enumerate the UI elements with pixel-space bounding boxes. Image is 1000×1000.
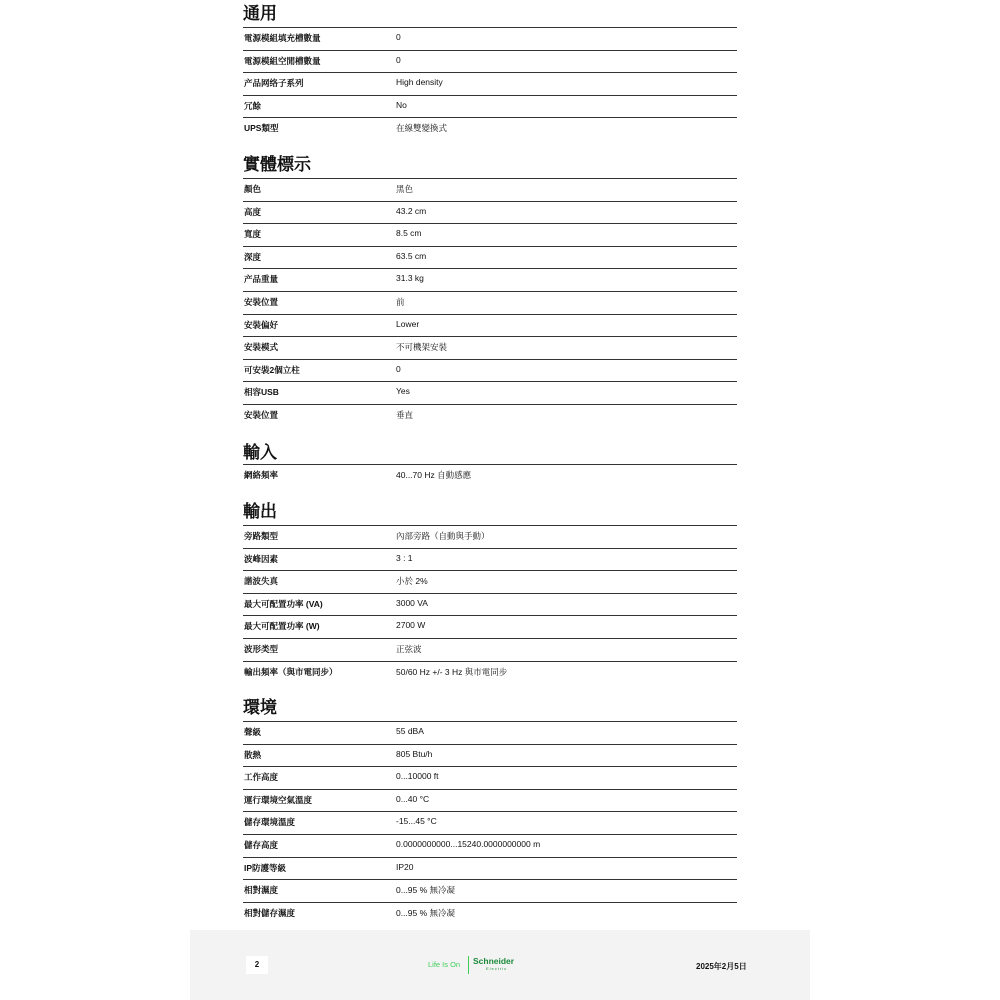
row-divider xyxy=(243,404,737,405)
row-divider xyxy=(243,201,737,202)
spec-row xyxy=(243,72,737,94)
spec-row xyxy=(243,464,737,486)
section-title: 通用 xyxy=(243,4,277,23)
spec-value: High density xyxy=(396,77,443,88)
brand-logo-subtitle: Electric xyxy=(486,966,508,971)
spec-label: 諧波失真 xyxy=(244,576,279,587)
row-divider xyxy=(243,661,737,662)
spec-label: 安裝位置 xyxy=(244,410,279,420)
spec-value: 8.5 cm xyxy=(396,228,422,239)
row-divider xyxy=(243,570,737,571)
row-divider xyxy=(243,359,737,360)
spec-label: 最大可配置功率 (W) xyxy=(244,621,320,632)
spec-row xyxy=(243,336,737,358)
spec-row xyxy=(243,95,737,117)
spec-label: UPS類型 xyxy=(244,123,279,134)
spec-row xyxy=(243,178,737,200)
spec-value: 垂直 xyxy=(396,410,414,420)
spec-row xyxy=(243,570,737,592)
row-divider xyxy=(243,615,737,616)
spec-label: 安裝位置 xyxy=(244,297,279,307)
spec-row xyxy=(243,268,737,290)
row-divider xyxy=(243,834,737,835)
spec-value: 正弦波 xyxy=(396,644,422,654)
spec-value: 內部旁路（自動與手動） xyxy=(396,531,490,541)
spec-value: Lower xyxy=(396,318,420,329)
spec-label: 寬度 xyxy=(244,229,262,240)
spec-row xyxy=(243,879,737,901)
spec-row xyxy=(243,744,737,766)
spec-value: 43.2 cm xyxy=(396,205,427,216)
logo-divider xyxy=(468,956,469,974)
spec-value: Yes xyxy=(396,386,410,397)
row-divider xyxy=(243,27,737,28)
spec-value: 0...95 % 無冷凝 xyxy=(396,885,456,896)
spec-value: 3 : 1 xyxy=(396,552,413,563)
spec-label: 产品重量 xyxy=(244,274,279,285)
spec-label: 波形类型 xyxy=(244,644,279,654)
spec-value: 0 xyxy=(396,32,401,42)
spec-value: 0.0000000000...15240.0000000000 m xyxy=(396,839,541,849)
row-divider xyxy=(243,117,737,118)
spec-label: 高度 xyxy=(244,206,262,217)
row-divider xyxy=(243,95,737,96)
spec-label: 散熱 xyxy=(244,749,262,760)
spec-row xyxy=(243,525,737,547)
row-divider xyxy=(243,857,737,858)
spec-row xyxy=(243,223,737,245)
spec-label: 冗餘 xyxy=(244,100,262,111)
document-date: 2025年2月5日 xyxy=(696,962,747,971)
spec-label: 運行環境空氣溫度 xyxy=(244,794,313,805)
spec-value: 55 dBA xyxy=(396,726,424,736)
spec-row xyxy=(243,721,737,743)
brand-logo: Schneider xyxy=(473,956,515,966)
row-divider xyxy=(243,50,737,51)
spec-value: No xyxy=(396,99,407,110)
spec-label: 網絡頻率 xyxy=(244,470,279,480)
spec-label: 電源模組填充槽數量 xyxy=(244,33,321,43)
spec-label: 儲存環境溫度 xyxy=(244,817,296,828)
spec-value: 黑色 xyxy=(396,184,414,194)
spec-value: 0...10000 ft xyxy=(396,771,439,782)
spec-row xyxy=(243,246,737,268)
spec-label: 最大可配置功率 (VA) xyxy=(244,598,323,609)
spec-label: 工作高度 xyxy=(244,772,279,783)
spec-row xyxy=(243,27,737,49)
spec-label: 可安裝2個立柱 xyxy=(244,364,300,375)
spec-row xyxy=(243,811,737,833)
spec-label: 相容USB xyxy=(244,387,279,398)
spec-value: 在線雙變換式 xyxy=(396,123,448,134)
spec-value: 0...40 °C xyxy=(396,793,430,804)
row-divider xyxy=(243,314,737,315)
row-divider xyxy=(243,744,737,745)
spec-label: 旁路類型 xyxy=(244,531,279,541)
section-title: 環境 xyxy=(243,698,277,717)
spec-row xyxy=(243,359,737,381)
spec-row xyxy=(243,766,737,788)
spec-row xyxy=(243,615,737,637)
spec-value: 0...95 % 無冷凝 xyxy=(396,907,456,918)
spec-row xyxy=(243,201,737,223)
spec-value: 31.3 kg xyxy=(396,273,424,284)
row-divider xyxy=(243,902,737,903)
row-divider xyxy=(243,766,737,767)
row-divider xyxy=(243,464,737,465)
row-divider xyxy=(243,811,737,812)
row-divider xyxy=(243,593,737,594)
spec-label: 顏色 xyxy=(244,184,262,194)
row-divider xyxy=(243,268,737,269)
spec-row xyxy=(243,548,737,570)
page-number: 2 xyxy=(246,956,268,974)
row-divider xyxy=(243,381,737,382)
spec-value: 50/60 Hz +/- 3 Hz 與市電同步 xyxy=(396,666,508,677)
spec-label: 輸出頻率（與市電同步） xyxy=(244,666,338,677)
spec-label: 安裝模式 xyxy=(244,342,279,353)
spec-value: 40...70 Hz 自動感應 xyxy=(396,470,472,480)
spec-row xyxy=(243,404,737,426)
tagline: Life Is On xyxy=(428,960,461,969)
row-divider xyxy=(243,246,737,247)
section-title: 輸入 xyxy=(243,443,277,462)
row-divider xyxy=(243,789,737,790)
spec-label: 聲級 xyxy=(244,727,262,737)
row-divider xyxy=(243,638,737,639)
spec-label: 安裝偏好 xyxy=(244,319,279,330)
spec-row xyxy=(243,117,737,139)
row-divider xyxy=(243,223,737,224)
spec-value: 2700 W xyxy=(396,620,426,631)
spec-row xyxy=(243,593,737,615)
spec-value: IP20 xyxy=(396,861,414,872)
spec-label: 深度 xyxy=(244,251,262,262)
page-footer xyxy=(190,930,810,1000)
spec-row xyxy=(243,291,737,313)
spec-value: 前 xyxy=(396,297,405,307)
spec-row xyxy=(243,902,737,924)
spec-label: 相對濕度 xyxy=(244,885,279,896)
spec-value: 63.5 cm xyxy=(396,250,427,261)
spec-row xyxy=(243,661,737,683)
spec-row xyxy=(243,381,737,403)
spec-label: 儲存高度 xyxy=(244,840,279,850)
row-divider xyxy=(243,879,737,880)
row-divider xyxy=(243,721,737,722)
spec-value: 不可機架安裝 xyxy=(396,342,448,353)
spec-row xyxy=(243,789,737,811)
spec-row xyxy=(243,50,737,72)
spec-value: 0 xyxy=(396,54,401,65)
spec-label: 相對儲存濕度 xyxy=(244,907,296,918)
row-divider xyxy=(243,178,737,179)
spec-row xyxy=(243,834,737,856)
spec-value: 3000 VA xyxy=(396,597,428,608)
section-title: 實體標示 xyxy=(243,155,311,174)
row-divider xyxy=(243,548,737,549)
row-divider xyxy=(243,336,737,337)
spec-value: 0 xyxy=(396,363,401,374)
spec-label: 产品网络子系列 xyxy=(244,78,304,89)
row-divider xyxy=(243,72,737,73)
spec-value: 小於 2% xyxy=(396,576,428,587)
spec-value: -15...45 °C xyxy=(396,816,437,827)
spec-row xyxy=(243,638,737,660)
row-divider xyxy=(243,291,737,292)
row-divider xyxy=(243,525,737,526)
spec-row xyxy=(243,857,737,879)
spec-label: 電源模組空閒槽數量 xyxy=(244,55,321,66)
spec-value: 805 Btu/h xyxy=(396,748,433,759)
spec-row xyxy=(243,314,737,336)
spec-label: 波峰因素 xyxy=(244,553,279,564)
section-title: 輸出 xyxy=(243,502,277,521)
spec-label: IP防護等級 xyxy=(244,862,287,873)
